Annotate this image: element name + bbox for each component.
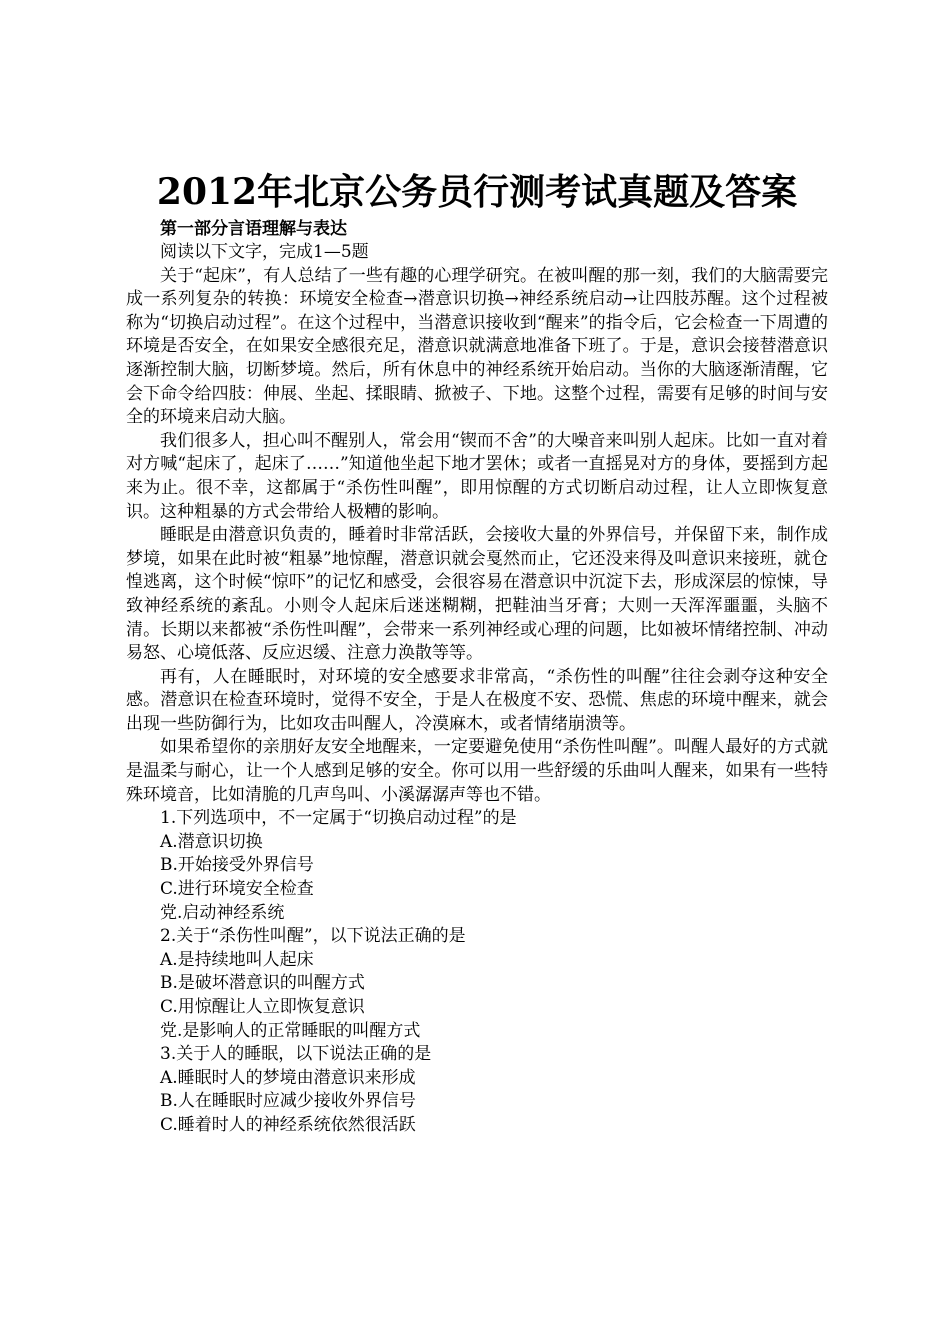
document-title: 2012年北京公务员行测考试真题及答案	[156, 171, 798, 213]
question-3-option-b: B.人在睡眠时应减少接收外界信号	[160, 1091, 416, 1112]
question-3-option-c: C.睡着时人的神经系统依然很活跃	[160, 1114, 416, 1135]
question-1-option-a: A.潜意识切换	[160, 831, 263, 852]
passage-paragraph-4: 再有，人在睡眠时，对环境的安全感要求非常高，“杀伤性的叫醒”往往会剥夺这种安全感。潜意识在检查环境时，觉得不安全，于是人在极度不安、恐慌、焦虑的环境中醒来，就会出现一些防御行为，比如攻击叫醒人，冷漠麻木，或者情绪崩溃等。	[126, 666, 828, 734]
question-1-option-c: C.进行环境安全检查	[160, 879, 314, 900]
question-2-option-b: B.是破坏潜意识的叫醒方式	[160, 973, 365, 994]
question-2-option-a: A.是持续地叫人起床	[160, 949, 314, 970]
question-3-stem: 3.关于人的睡眠，以下说法正确的是	[160, 1044, 432, 1065]
question-2-stem: 2.关于“杀伤性叫醒”，以下说法正确的是	[160, 926, 466, 947]
question-1-stem: 1.下列选项中，不一定属于“切换启动过程”的是	[160, 808, 517, 829]
passage-paragraph-2: 我们很多人，担心叫不醒别人，常会用“锲而不舍”的大噪音来叫别人起床。比如一直对着对方喊“起床了，起床了……”知道他坐起下地才罢休；或者一直摇晃对方的身体，要摇到方起来为止。很不幸，这都属于“杀伤性叫醒”，即用惊醒的方式切断启动过程，让人立即恢复意识。这种粗暴的方式会带给人极糟的影响。	[126, 430, 828, 522]
instruction-text: 阅读以下文字，完成1—5题	[160, 242, 369, 262]
passage-paragraph-1: 关于“起床”，有人总结了一些有趣的心理学研究。在被叫醒的那一刻，我们的大脑需要完成一系列复杂的转换：环境安全检查→潜意识切换→神经系统启动→让四肢苏醒。这个过程被称为“切换启动过程”。在这个过程中，当潜意识接收到“醒来”的指令后，它会检查一下周遭的环境是否安全，在如果安全感很充足，潜意识就满意地准备下班了。于是，意识会接替潜意识逐渐控制大脑，切断梦境。然后，所有休息中的神经系统开始启动。当你的大脑逐渐清醒，它会下命令给四肢：伸展、坐起、揉眼睛、掀被子、下地。这整个过程，需要有足够的时间与安全的环境来启动大脑。	[126, 265, 828, 428]
question-2-option-d: 党.是影响人的正常睡眠的叫醒方式	[160, 1020, 421, 1041]
question-3-option-a: A.睡眠时人的梦境由潜意识来形成	[160, 1067, 416, 1088]
passage-paragraph-3: 睡眠是由潜意识负责的，睡着时非常活跃，会接收大量的外界信号，并保留下来，制作成梦境，如果在此时被“粗暴”地惊醒，潜意识就会戛然而止，它还没来得及叫意识来接班，就仓惶逃离，这个时候“惊吓”的记忆和感受，会很容易在潜意识中沉淀下去，形成深层的惊悚，导致神经系统的紊乱。小则令人起床后迷迷糊糊，把鞋油当牙膏；大则一天浑浑噩噩，头脑不清。长期以来都被“杀伤性叫醒”，会带来一系列神经或心理的问题，比如被坏情绪控制、冲动易怒、心境低落、反应迟缓、注意力涣散等等。	[126, 525, 828, 664]
question-1-option-b: B.开始接受外界信号	[160, 855, 314, 876]
passage-paragraph-5: 如果希望你的亲朋好友安全地醒来，一定要避免使用“杀伤性叫醒”。叫醒人最好的方式就是温柔与耐心，让一个人感到足够的安全。你可以用一些舒缓的乐曲叫人醒来，如果有一些特殊环境音，比如清脆的几声鸟叫、小溪潺潺声等也不错。	[126, 737, 828, 805]
section-heading: 第一部分言语理解与表达	[160, 219, 347, 239]
question-2-option-c: C.用惊醒让人立即恢复意识	[160, 997, 365, 1017]
document-page	[126, 168, 828, 1138]
question-1-option-d: 党.启动神经系统	[160, 902, 285, 923]
